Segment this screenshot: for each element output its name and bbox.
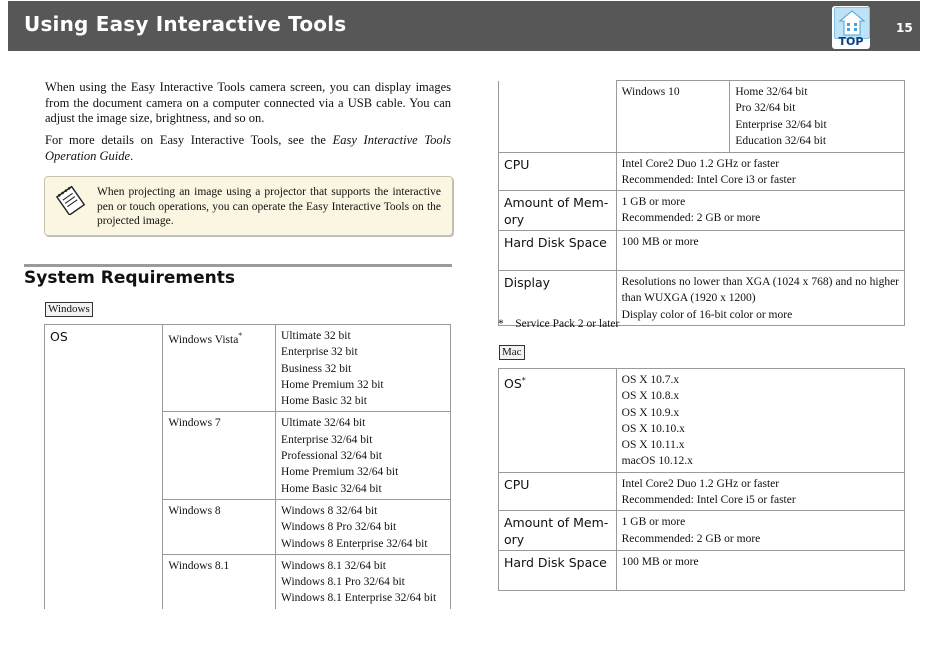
- memory-value: 1 GB or more Recommended: 2 GB or more: [616, 191, 904, 231]
- os-version: Windows Vista*: [163, 325, 276, 412]
- mac-cpu-label: CPU: [499, 472, 617, 511]
- mac-disk-label: Hard Disk Space: [499, 551, 617, 591]
- display-value: Resolutions no lower than XGA (1024 x 768) and no higher than WUXGA (1920 x 1200) Display color of 16-bit color or more: [616, 271, 904, 326]
- footnote: * Service Pack 2 or later: [498, 318, 620, 330]
- notepad-icon: [55, 185, 85, 215]
- intro-text-end: .: [130, 148, 134, 163]
- page-header: [8, 1, 920, 51]
- mac-disk-value: 100 MB or more: [616, 551, 904, 591]
- mac-os-versions: OS X 10.7.x OS X 10.8.x OS X 10.9.x OS X 10.10.x OS X 10.11.x macOS 10.12.x: [616, 369, 904, 473]
- top-button[interactable]: [832, 6, 870, 49]
- section-divider: [24, 264, 452, 267]
- mac-memory-label: Amount of Mem-ory: [499, 511, 617, 551]
- os-version: Windows 7: [163, 412, 276, 499]
- os-header: OS: [45, 325, 163, 609]
- table-row: [45, 325, 451, 412]
- os-header-continued: [499, 81, 617, 153]
- guide-title: Easy Interactive Tools Operation Guide: [45, 133, 451, 163]
- os-version: Windows 8.1: [163, 554, 276, 608]
- windows-requirements-table-continued: [498, 80, 905, 326]
- memory-label: Amount of Mem-ory: [499, 191, 617, 231]
- display-label: Display: [499, 271, 617, 326]
- table-row: [499, 472, 905, 511]
- table-row: [499, 81, 905, 153]
- cpu-label: CPU: [499, 152, 617, 191]
- os-editions: Ultimate 32/64 bit Enterprise 32/64 bit Professional 32/64 bit Home Premium 32/64 bit Home Basic 32/64 bit: [276, 412, 451, 499]
- page-title: Using Easy Interactive Tools: [24, 12, 347, 36]
- disk-label: Hard Disk Space: [499, 231, 617, 271]
- top-button-label: TOP: [838, 35, 864, 48]
- cpu-value: Intel Core2 Duo 1.2 GHz or faster Recommended: Intel Core i3 or faster: [616, 152, 904, 191]
- table-row: [499, 511, 905, 551]
- mac-cpu-value: Intel Core2 Duo 1.2 GHz or faster Recommended: Intel Core i5 or faster: [616, 472, 904, 511]
- intro-text: For more details on Easy Interactive Tools, see the: [45, 133, 333, 147]
- mac-requirements-table: [498, 368, 905, 591]
- mac-memory-value: 1 GB or more Recommended: 2 GB or more: [616, 511, 904, 551]
- os-editions: Home 32/64 bit Pro 32/64 bit Enterprise 32/64 bit Education 32/64 bit: [730, 81, 905, 153]
- table-row: [499, 369, 905, 473]
- os-editions: Ultimate 32 bit Enterprise 32 bit Business 32 bit Home Premium 32 bit Home Basic 32 bit: [276, 325, 451, 412]
- note-text: When projecting an image using a projector that supports the interactive pen or touch operations, you can operate the Easy Interactive Tools on the projected image.: [97, 186, 441, 227]
- section-title: System Requirements: [24, 268, 235, 288]
- os-version: Windows 10: [616, 81, 730, 153]
- windows-tag: Windows: [45, 302, 93, 317]
- os-version: Windows 8: [163, 499, 276, 554]
- note-box: [44, 176, 453, 236]
- disk-value: 100 MB or more: [616, 231, 904, 271]
- intro-paragraph-2: [45, 133, 451, 164]
- os-editions: Windows 8.1 32/64 bit Windows 8.1 Pro 32/64 bit Windows 8.1 Enterprise 32/64 bit: [276, 554, 451, 608]
- table-row: [499, 551, 905, 591]
- mac-tag: Mac: [499, 345, 525, 360]
- windows-requirements-table: [44, 324, 451, 609]
- table-row: [499, 152, 905, 191]
- os-editions: Windows 8 32/64 bit Windows 8 Pro 32/64 bit Windows 8 Enterprise 32/64 bit: [276, 499, 451, 554]
- mac-os-header: OS*: [499, 369, 617, 473]
- table-row: [499, 191, 905, 231]
- page-number: 15: [896, 21, 913, 35]
- intro-paragraph-1: When using the Easy Interactive Tools camera screen, you can display images from the document camera on a computer connected via a USB cable. You can adjust the image size, brightness, and so on.: [45, 80, 451, 125]
- table-row: [499, 231, 905, 271]
